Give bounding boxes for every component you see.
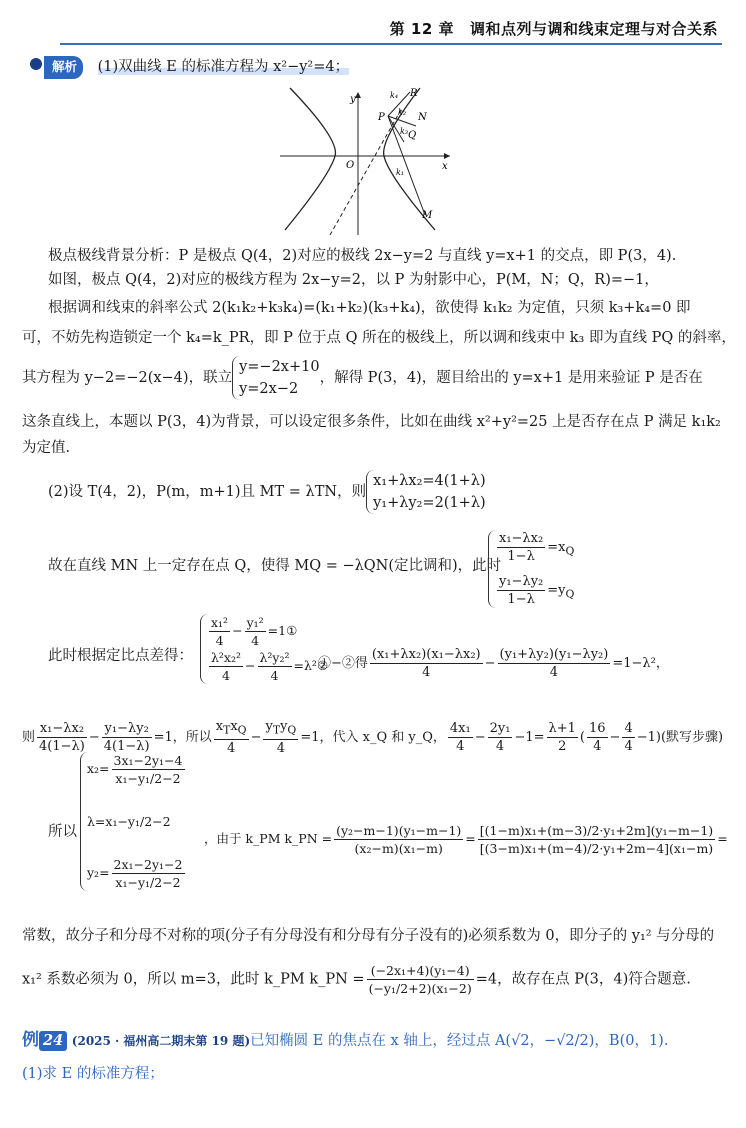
point-q-label: Q bbox=[408, 130, 417, 141]
part2-l4-d: (默写步骤) bbox=[660, 729, 724, 745]
paragraph-2: 如图，极点 Q(4，2)对应的极线方程为 2x−y=2，以 P 为射影中心，P(M，N；Q，R)=−1， bbox=[48, 272, 659, 288]
eq-1: $\frac{\text{x₁²}}{4}$ − $\frac{\text{y₁²}}{4}$ =1① bbox=[211, 615, 298, 648]
point-m-label: M bbox=[422, 210, 433, 221]
part2-l3-system bbox=[200, 614, 328, 684]
part2-l3-end: =1−λ²， bbox=[612, 656, 669, 671]
hyperbola-figure bbox=[270, 80, 460, 240]
p5-lead: 其方程为 y−2=−2(x−4)，联立 bbox=[22, 370, 233, 386]
origin-label: O bbox=[346, 160, 355, 171]
part2-l7-a: x₁² 系数必须为 0，所以 m=3，此时 k_PM k_PN = bbox=[22, 971, 365, 988]
part2-line5: ，由于 k_PM k_PN = $\frac{\text{(y₂−m−1)(y₁−m−1)}}{\text{(x₂−m)(x₁−m)}}$ = $\frac{\text{[(1−m)x₁+(m−3)/2·y₁+2m](y₁−m−1)}}{\text{[(3−m)x₁+(m−4)/2·y₁+2m−4](x₁−m)}}$ = bbox=[204, 823, 728, 856]
example-question-1: (1)求 E 的标准方程； bbox=[22, 1066, 164, 1082]
x-axis-label: x bbox=[442, 161, 448, 172]
chapter-number: 第 12 章 bbox=[389, 20, 454, 38]
part2-l3-mid: ①−②得 bbox=[318, 656, 368, 671]
y2-expr: y₂= $\frac{\text{2x₁−2y₁−2}}{\text{x₁−y₁/2−2}}$ bbox=[87, 857, 183, 890]
paragraph-4: 可，不妨先构造锁定一个 k₄=k_PR，即 P 位于点 Q 所在的极线上，所以调和线束中 k₃ 即为直线 PQ 的斜率， bbox=[22, 330, 736, 346]
chapter-title bbox=[390, 18, 718, 39]
point-p-label: P bbox=[378, 112, 385, 123]
part2-l3-derivation: ①−②得 $\frac{\text{(x₁+λx₂)(x₁−λx₂)}}{4}$ − $\frac{\text{(y₁+λy₂)(y₁−λy₂)}}{4}$ =1−λ²， bbox=[318, 647, 669, 680]
point-r-label: R bbox=[410, 88, 418, 99]
example-line bbox=[22, 1030, 724, 1051]
k2-label: k₂ bbox=[398, 108, 407, 117]
part2-line7: x₁² 系数必须为 0，所以 m=3，此时 k_PM k_PN = $\frac{\text{(−2x₁+4)(y₁−4)}}{\text{(−y₁/2+2)(x₁−2)}}$ =4，故存在点 P(3，4)符合题意. bbox=[22, 963, 691, 996]
paragraph-7: 为定值. bbox=[22, 440, 71, 456]
part2-l5-system bbox=[80, 752, 187, 891]
example-text: 已知椭圆 E 的焦点在 x 轴上，经过点 A(√2，−√2/2)，B(0，1). bbox=[250, 1033, 669, 1049]
example-number: 24 bbox=[39, 1031, 67, 1051]
part2-l1-eq1: x₁+λx₂=4(1+λ) bbox=[373, 473, 486, 489]
example-label: 例 bbox=[22, 1030, 39, 1050]
part2-l2-eq2: $\frac{\text{y₁−λy₂}}{1-\lambda}$ $=y_Q$ bbox=[499, 574, 575, 607]
paragraph-6: 这条直线上，本题以 P(3，4)为背景，可以设定很多条件，比如在曲线 x²+y²=25 上是否存在点 P 满足 k₁k₂ bbox=[22, 414, 721, 430]
analysis-badge: 解析 bbox=[44, 56, 83, 79]
part2-l2-system bbox=[488, 530, 574, 608]
p5-system bbox=[232, 356, 320, 400]
point-n-label: N bbox=[418, 112, 427, 123]
part2-l3-text: 此时根据定比点差得： bbox=[48, 648, 193, 664]
p5-tail: ，解得 P(3，4)，题目给出的 y=x+1 是用来验证 P 是否在 bbox=[319, 370, 703, 386]
chapter-name: 调和点列与调和线束定理与对合关系 bbox=[469, 20, 718, 38]
analysis-line bbox=[44, 56, 724, 79]
x2-expr: x₂= $\frac{\text{3x₁−2y₁−4}}{\text{x₁−y₁/2−2}}$ bbox=[87, 753, 183, 786]
part2-l1-eq2: y₁+λy₂=2(1+λ) bbox=[373, 495, 486, 511]
k4-label: k₄ bbox=[390, 91, 399, 100]
part2-l1-system bbox=[366, 470, 486, 514]
part2-l4-b: =1，所以 bbox=[153, 729, 212, 745]
lambda-expr: λ=x₁−y₁/2−2 bbox=[87, 814, 171, 829]
part2-line2 bbox=[48, 556, 724, 576]
part2-l2-text: 故在直线 MN 上一定存在点 Q，使得 MQ = −λQN(定比调和)，此时 bbox=[48, 558, 502, 574]
header-rule bbox=[60, 43, 722, 45]
paragraph-5 bbox=[22, 356, 724, 400]
part2-l4-c: =1，代入 x_Q 和 y_Q， bbox=[300, 729, 446, 745]
k1-label: k₁ bbox=[396, 168, 405, 177]
part2-line6: 常数，故分子和分母不对称的项(分子有分母没有和分母有分子没有的)必须系数为 0，即分子的 y₁² 与分母的 bbox=[22, 928, 715, 944]
part2-l5-b: ，由于 k_PM k_PN = bbox=[204, 831, 333, 846]
part2-line1 bbox=[48, 470, 724, 514]
paragraph-1: 极点极线背景分析：P 是极点 Q(4，2)对应的极线 2x−y=2 与直线 y=x+1 的交点，即 P(3，4). bbox=[48, 248, 677, 264]
part2-line4: 则 $\frac{\text{x₁−λx₂}}{4(1-\lambda)}$ − $\frac{\text{y₁−λy₂}}{4(1-\lambda)}$ =1，所以 $\frac{x_Tx_Q}{4}$ − $\frac{y_Ty_Q}{4}$ =1，代入 x_Q 和 y_Q， $\frac{\text{4x₁}}{4}$ − $\frac{\text{2y₁}}{4}$ −1= $\frac{\lambda+1}{2}$ ( $\frac{16}{4}$ − $\frac{4}{4}$ −1)(默写步骤) bbox=[22, 719, 724, 756]
k3-label: k₃ bbox=[400, 127, 409, 136]
part2-l7-b: =4，故存在点 P(3，4)符合题意. bbox=[475, 971, 691, 988]
part2-l2-eq1: $\frac{\text{x₁−λx₂}}{1-\lambda}$ $=x_Q$ bbox=[499, 531, 575, 564]
eq-2: $\frac{\text{λ²x₂²}}{4}$ − $\frac{\text{λ²y₂²}}{4}$ =λ²② bbox=[211, 650, 329, 683]
part1-text: (1)双曲线 E 的标准方程为 x²−y²=4； bbox=[97, 59, 350, 75]
page-header bbox=[0, 0, 746, 44]
p5-eq1: y=−2x+10 bbox=[239, 359, 320, 375]
part2-l4-a: 则 bbox=[22, 729, 36, 745]
y-axis-label: y bbox=[350, 94, 356, 105]
part2-l1-text: (2)设 T(4，2)，P(m，m+1)且 MT = λTN，则 bbox=[48, 484, 367, 500]
paragraph-3: 根据调和线束的斜率公式 2(k₁k₂+k₃k₄)=(k₁+k₂)(k₃+k₄)，欲使得 k₁k₂ 为定值，只须 k₃+k₄=0 即 bbox=[48, 300, 691, 316]
example-source: (2025 · 福州高二期末第 19 题) bbox=[71, 1034, 251, 1048]
p5-eq2: y=2x−2 bbox=[239, 381, 299, 397]
part2-l5-a: 所以 bbox=[48, 824, 77, 840]
